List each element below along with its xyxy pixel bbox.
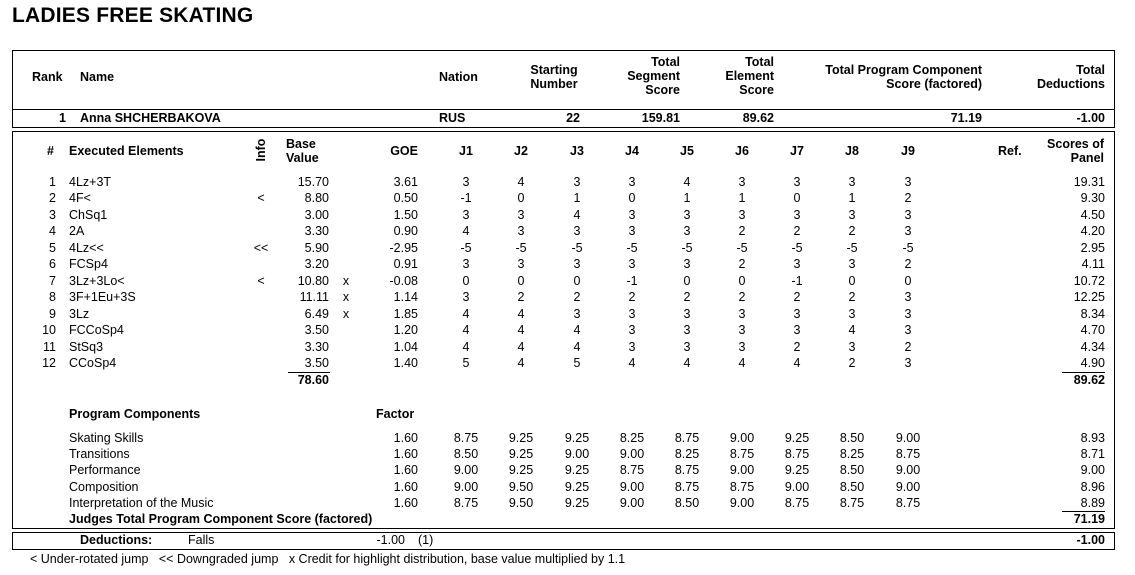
table-row [0,174,1135,190]
component-name: Skating Skills [69,430,144,445]
element-base-value: 3.20 [304,257,329,272]
judge-score: 3 [462,175,470,189]
judge-header: J9 [901,144,915,158]
element-code: CCoSp4 [69,355,117,370]
judge-score: 1 [738,191,746,206]
judge-score: 9.25 [564,479,590,494]
judge-score: 5 [573,355,581,370]
starting-number-header: Starting Number [530,63,578,91]
judge-score: 3 [793,175,801,189]
element-base-value: 6.49 [304,306,329,321]
element-base-value: 5.90 [304,240,329,255]
table-row [0,256,1135,272]
goe-header: GOE [390,144,418,158]
judge-score: 2 [738,290,746,305]
element-panel-score: 9.30 [1080,191,1105,206]
judge-score: 4 [683,175,691,189]
judge-score: 1 [848,191,856,206]
judge-score: 3 [904,175,912,189]
deductions-count: (1) [418,533,434,547]
components-header: Program Components [69,407,201,421]
component-factor: 1.60 [393,479,418,494]
info-header: Info [254,138,268,162]
judge-score: 8.75 [784,446,810,461]
judge-score: 3 [793,207,801,222]
judge-score: 3 [517,224,525,239]
judge-score: 3 [683,207,691,222]
judge-score: 3 [573,257,581,272]
judge-score: 3 [793,323,801,338]
deductions-header: Total Deductions [1036,63,1105,91]
judge-score: 2 [848,290,856,305]
factor-header: Factor [376,407,415,421]
skater-starting-number: 22 [566,111,580,125]
judge-score: 3 [683,323,691,338]
judge-score: 3 [848,175,856,189]
judge-score: 4 [683,355,691,370]
judge-score: 4 [517,339,525,354]
element-panel-score: 4.11 [1081,257,1105,272]
judge-header: J4 [625,144,639,158]
elements-header: Executed Elements [69,144,184,158]
judge-score: 0 [793,191,801,206]
judge-score: 0 [517,191,525,206]
table-row [0,462,1135,478]
judge-score: 9.00 [895,430,921,445]
judge-header: J8 [845,144,859,158]
judge-score: 8.75 [674,479,700,494]
skater-segment-score: 159.81 [641,111,680,125]
judge-score: 3 [904,355,912,370]
element-goe: 1.04 [393,339,418,354]
table-row [0,479,1135,495]
element-number: 1 [49,175,56,189]
component-panel-score: 8.71 [1080,446,1105,461]
judge-score: 4 [462,224,470,239]
judge-score: 8.75 [895,496,921,511]
judge-score: 0 [462,273,470,288]
element-info: < [257,273,265,288]
element-info: << [253,240,269,255]
judge-score: 3 [848,257,856,272]
judge-score: 0 [573,273,581,288]
judge-score: 5 [462,355,470,370]
judge-score: 9.50 [508,479,534,494]
element-number: 5 [49,240,56,255]
judge-score: 3 [628,224,636,239]
judge-score: 2 [683,290,691,305]
element-bonus-mark: x [342,306,350,321]
judge-score: 9.25 [508,463,534,478]
judge-score: 9.00 [784,479,810,494]
element-goe: -2.95 [389,240,418,255]
element-info: < [257,191,265,206]
judge-score: 3 [683,257,691,272]
judge-score: 9.00 [729,463,755,478]
judge-score: 3 [904,290,912,305]
element-number: 8 [49,290,56,305]
skater-pcs: 71.19 [950,111,982,125]
component-panel-score: 9.00 [1080,463,1105,478]
pcs-total-label: Judges Total Program Component Score (factored) [69,512,373,526]
judge-score: 3 [517,257,525,272]
nation-header: Nation [439,70,478,84]
table-row [0,289,1135,305]
deductions-box [12,532,1115,550]
deductions-total: -1.00 [1076,533,1105,547]
component-factor: 1.60 [393,496,418,511]
deductions-value: -1.00 [376,533,405,547]
rank-header: Rank [32,70,63,84]
element-panel-score: 4.50 [1080,207,1105,222]
component-factor: 1.60 [393,430,418,445]
judge-score: 0 [904,273,912,288]
element-code: 4Lz<< [69,240,104,255]
judge-score: 9.00 [619,446,645,461]
judge-score: 9.00 [895,479,921,494]
judge-score: 4 [462,339,470,354]
judge-score: 3 [462,257,470,272]
element-number: 3 [49,207,56,222]
judge-score: 0 [628,191,636,206]
table-row [0,240,1135,256]
table-row [0,223,1135,239]
segment-score-header: Total Segment Score [627,55,680,97]
judge-score: 8.75 [784,496,810,511]
judge-score: -5 [846,240,858,255]
judge-score: 4 [517,355,525,370]
skater-nation: RUS [439,111,466,125]
element-panel-score: 2.95 [1080,240,1105,255]
element-code: 3Lz [69,306,90,321]
judge-score: 3 [848,339,856,354]
judge-score: 9.00 [729,496,755,511]
judge-score: 9.25 [784,463,810,478]
judge-score: 8.75 [619,463,645,478]
judge-score: 3 [683,339,691,354]
judge-score: 9.25 [508,446,534,461]
judge-score: 4 [793,355,801,370]
judge-score: 3 [628,175,636,189]
judge-score: 3 [738,306,746,321]
element-base-value: 3.50 [304,323,329,338]
element-base-value: 10.80 [297,273,329,288]
judge-score: 1 [683,191,691,206]
judge-score: 2 [848,355,856,370]
judge-score: 2 [904,339,912,354]
judge-score: 0 [848,273,856,288]
element-goe: 1.40 [393,355,418,370]
judge-score: 3 [462,207,470,222]
judge-score: 2 [904,257,912,272]
page-title: LADIES FREE SKATING [12,4,254,27]
judge-score: 3 [683,306,691,321]
element-base-value: 3.30 [304,339,329,354]
ref-header: Ref. [998,144,1022,158]
judge-score: 3 [628,257,636,272]
element-number: 10 [42,323,56,338]
element-goe: 1.20 [393,323,418,338]
judge-score: 2 [628,290,636,305]
deductions-type: Falls [188,533,215,547]
judge-score: 8.50 [674,496,700,511]
judge-score: 3 [573,224,581,239]
judge-score: 9.00 [895,463,921,478]
judge-score: 9.00 [453,463,479,478]
component-name: Composition [69,479,139,494]
component-panel-score: 8.89 [1080,496,1105,511]
judge-score: 3 [628,339,636,354]
element-code: 3Lz+3Lo< [69,273,125,288]
judge-score: 0 [738,273,746,288]
element-code: FCSp4 [69,257,108,272]
judge-score: 9.00 [564,446,590,461]
element-number: 11 [43,339,56,354]
element-number: 12 [42,355,56,370]
judge-score: 9.25 [564,496,590,511]
element-bonus-mark: x [342,273,350,288]
table-row [0,207,1135,223]
element-score-header: Total Element Score [725,55,774,97]
judge-score: 4 [573,323,581,338]
judge-score: 8.75 [674,463,700,478]
component-panel-score: 8.96 [1080,479,1105,494]
judge-score: -5 [571,240,583,255]
judge-score: -1 [626,273,638,288]
skater-element-score: 89.62 [742,111,774,125]
judge-score: 3 [738,339,746,354]
element-number: 2 [49,191,56,206]
judge-header: J1 [459,144,473,158]
judge-score: 3 [793,257,801,272]
judge-score: 2 [738,224,746,239]
judge-score: -5 [736,240,748,255]
judge-score: 2 [517,290,525,305]
skater-rank: 1 [59,111,66,125]
judge-header: J2 [514,144,528,158]
component-name: Performance [69,463,141,478]
element-bonus-mark: x [342,290,350,305]
element-base-value: 8.80 [304,191,329,206]
judge-score: 9.00 [453,479,479,494]
skater-deductions: -1.00 [1076,111,1105,125]
table-row [0,355,1135,371]
judge-score: -5 [515,240,527,255]
component-factor: 1.60 [393,446,418,461]
table-row [0,306,1135,322]
element-code: 4F< [69,191,91,206]
element-panel-score: 4.90 [1080,355,1105,370]
name-header: Name [80,70,115,84]
component-name: Interpretation of the Music [69,496,214,511]
judge-score: 3 [628,323,636,338]
base-value-total: 78.60 [297,373,329,387]
table-row [0,430,1135,446]
judge-score: 8.25 [839,446,865,461]
judge-score: 3 [793,306,801,321]
legend: < Under-rotated jump << Downgraded jump x Credit for highlight distribution, base value multiplied by 1.1 [30,552,626,566]
element-panel-score: 4.34 [1080,339,1105,354]
element-number: 9 [49,306,56,321]
element-code: FCCoSp4 [69,323,124,338]
judge-score: 3 [904,224,912,239]
element-code: StSq3 [69,339,104,354]
judge-score: 8.75 [674,430,700,445]
judge-score: 4 [462,306,470,321]
judge-score: 2 [738,257,746,272]
judge-score: 2 [793,224,801,239]
table-row [0,446,1135,462]
judge-header: J5 [680,144,694,158]
judge-score: 4 [628,355,636,370]
judge-score: 8.50 [839,430,865,445]
judge-score: 3 [848,207,856,222]
table-row [0,273,1135,289]
element-goe: 1.85 [393,306,418,321]
judge-score: 2 [793,290,801,305]
element-panel-score: 8.34 [1080,306,1105,321]
judge-score: 4 [573,339,581,354]
divider [12,109,1115,110]
judge-score: 4 [848,323,856,338]
element-goe: 0.91 [393,257,418,272]
element-base-value: 3.00 [304,207,329,222]
num-header: # [47,144,54,158]
judge-score: -5 [460,240,472,255]
element-code: 3F+1Eu+3S [69,290,136,305]
element-number: 7 [49,273,56,288]
judge-score: 1 [573,191,581,206]
judge-score: 3 [738,175,746,189]
judge-score: -1 [791,273,803,288]
judge-score: 3 [573,306,581,321]
element-panel-score: 4.70 [1080,323,1105,338]
judge-score: 2 [848,224,856,239]
judge-score: 8.75 [453,430,479,445]
judge-score: 8.75 [895,446,921,461]
judge-score: 4 [573,207,581,222]
judge-score: -5 [681,240,693,255]
element-number: 4 [49,224,56,239]
pcs-header: Total Program Component Score (factored) [825,63,982,91]
element-goe: -0.08 [389,273,418,288]
judge-score: 2 [904,191,912,206]
element-panel-score: 12.25 [1073,290,1105,305]
judge-score: 9.25 [564,430,590,445]
judge-score: 9.50 [508,496,534,511]
element-goe: 3.61 [393,175,418,189]
deductions-label: Deductions: [80,533,153,547]
skater-name: Anna SHCHERBAKOVA [80,111,221,125]
component-factor: 1.60 [393,463,418,478]
judge-score: 3 [683,224,691,239]
element-code: 2A [69,224,85,239]
table-row [0,190,1135,206]
element-base-value: 3.30 [304,224,329,239]
element-panel-score: 10.72 [1073,273,1105,288]
judge-score: 2 [573,290,581,305]
table-row [0,322,1135,338]
judge-score: 0 [517,273,525,288]
element-panel-score: 19.31 [1073,175,1105,189]
element-number: 6 [49,257,56,272]
component-name: Transitions [69,446,130,461]
element-goe: 0.90 [393,224,418,239]
judge-score: 3 [628,306,636,321]
judge-score: 4 [517,175,525,189]
judge-score: 8.50 [839,463,865,478]
judge-score: -1 [460,191,472,206]
element-base-value: 3.50 [304,355,329,370]
judge-score: 8.50 [453,446,479,461]
element-goe: 1.50 [393,207,418,222]
element-base-value: 15.70 [297,175,329,189]
judge-score: 3 [848,306,856,321]
judge-score: 4 [462,323,470,338]
judge-score: 9.00 [729,430,755,445]
element-base-value: 11.11 [299,290,329,305]
element-goe: 1.14 [393,290,418,305]
judge-score: 8.75 [453,496,479,511]
judge-score: -5 [902,240,914,255]
judge-score: 3 [738,323,746,338]
judge-score: 3 [628,207,636,222]
judge-score: 9.25 [508,430,534,445]
judge-score: 3 [462,290,470,305]
element-goe: 0.50 [393,191,418,206]
judge-score: 3 [738,207,746,222]
element-code: ChSq1 [69,207,108,222]
judge-score: 9.00 [619,496,645,511]
judge-score: 3 [904,306,912,321]
judge-score: -5 [626,240,638,255]
judge-score: 9.25 [564,463,590,478]
elements-total: 89.62 [1073,373,1105,387]
judge-score: 8.75 [839,496,865,511]
judge-score: 3 [517,207,525,222]
judge-score: 9.25 [784,430,810,445]
judge-score: 8.25 [674,446,700,461]
judge-score: -5 [791,240,803,255]
judge-score: 0 [683,273,691,288]
judge-score: 3 [904,323,912,338]
component-panel-score: 8.93 [1080,430,1105,445]
judge-score: 8.25 [619,430,645,445]
judge-score: 4 [517,323,525,338]
judge-score: 9.00 [619,479,645,494]
element-code: 4Lz+3T [69,175,112,189]
base-value-header: Base Value [286,137,319,165]
scores-header: Scores of Panel [1047,137,1104,165]
table-row [0,339,1135,355]
judge-score: 3 [904,207,912,222]
pcs-total: 71.19 [1073,512,1105,526]
table-row [0,495,1135,511]
judge-score: 3 [573,175,581,189]
judge-score: 8.75 [729,446,755,461]
judge-score: 8.75 [729,479,755,494]
judge-score: 4 [517,306,525,321]
element-panel-score: 4.20 [1080,224,1105,239]
judge-header: J7 [790,144,804,158]
judge-score: 4 [738,355,746,370]
judge-header: J3 [570,144,584,158]
judge-score: 8.50 [839,479,865,494]
judge-score: 2 [793,339,801,354]
judge-header: J6 [735,144,749,158]
